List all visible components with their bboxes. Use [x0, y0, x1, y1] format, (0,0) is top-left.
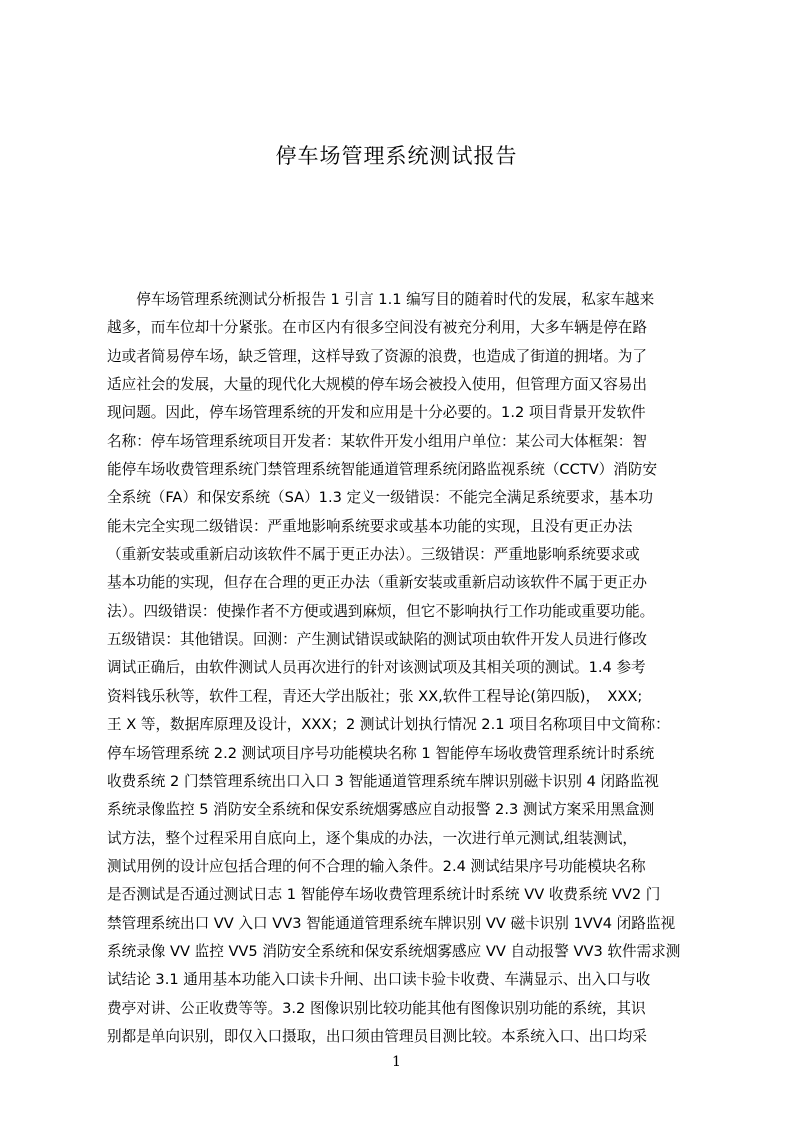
- text-line: 停车场管理系统 2.2 测试项目序号功能模块名称 1 智能停车场收费管理系统计时系统: [107, 744, 655, 762]
- text-line: 王 X 等，数据库原理及设计，XXX；2 测试计划执行情况 2.1 项目名称项目中文简称：: [107, 716, 670, 734]
- body-text: [107, 286, 700, 1051]
- text-line: 法）。四级错误：使操作者不方便或遇到麻烦，但它不影响执行工作功能或重要功能。: [107, 602, 655, 620]
- text-line: 停车场管理系统测试分析报告 1 引言 1.1 编写目的随着时代的发展，私家车越来: [107, 291, 655, 308]
- text-line: 适应社会的发展，大量的现代化大规模的停车场会被投入使用，但管理方面又容易出: [107, 376, 647, 394]
- text-line: 边或者简易停车场，缺乏管理，这样导致了资源的浪费，也造成了街道的拥堵。为了: [107, 347, 647, 365]
- text-line: 别都是单向识别，即仅入口摄取，出口须由管理员目测比较。本系统入口、出口均采: [107, 1027, 647, 1045]
- text-line: 系统录像 VV 监控 VV5 消防安全系统和保安系统烟雾感应 VV 自动报警 VV3 软件需求测: [107, 942, 681, 960]
- text-line: 是否测试是否通过测试日志 1 智能停车场收费管理系统计时系统 VV 收费系统 VV2 门: [107, 886, 661, 904]
- text-line: 能未完全实现二级错误：严重地影响系统要求或基本功能的实现，且没有更正办法: [107, 517, 633, 535]
- text-line: 费亭对讲、公正收费等等。3.2 图像识别比较功能其他有图像识别功能的系统，其识: [107, 999, 646, 1017]
- text-line: 能停车场收费管理系统门禁管理系统智能通道管理系统闭路监视系统（CCTV）消防安: [107, 461, 658, 479]
- text-line: 资料钱乐秋等，软件工程，青还大学出版社；张 XX,软件工程导论(第四版)， XXX;: [107, 687, 643, 705]
- text-line: 名称：停车场管理系统项目开发者：某软件开发小组用户单位：某公司大体框架：智: [107, 432, 647, 450]
- text-line: 测试用例的设计应包括合理的何不合理的输入条件。2.4 测试结果序号功能模块名称: [107, 857, 646, 875]
- text-line: 收费系统 2 门禁管理系统出口入口 3 智能通道管理系统车牌识别磁卡识别 4 闭路监视: [107, 772, 659, 790]
- text-line: （重新安装或重新启动该软件不属于更正办法）。三级错误：严重地影响系统要求或: [107, 546, 640, 564]
- text-line: 越多，而车位却十分紧张。在市区内有很多空间没有被充分利用，大多车辆是停在路: [107, 319, 647, 337]
- text-line: 基本功能的实现，但存在合理的更正办法（重新安装或重新启动该软件不属于更正办: [107, 574, 647, 592]
- document-title: 停车场管理系统测试报告: [275, 144, 518, 168]
- text-line: 五级错误：其他错误。回测：产生测试错误或缺陷的测试项由软件开发人员进行修改: [107, 631, 647, 649]
- text-line: 全系统（FA）和保安系统（SA）1.3 定义一级错误：不能完全满足系统要求，基本功: [107, 489, 653, 507]
- text-line: 现问题。因此，停车场管理系统的开发和应用是十分必要的。1.2 项目背景开发软件: [107, 404, 646, 422]
- text-line: 试方法，整个过程采用自底向上，逐个集成的办法，一次进行单元测试,组装测试，: [107, 829, 638, 847]
- page-number: 1: [392, 1054, 401, 1070]
- text-line: 系统录像监控 5 消防安全系统和保安系统烟雾感应自动报警 2.3 测试方案采用黑盒测: [107, 801, 655, 819]
- text-line: 试结论 3.1 通用基本功能入口读卡升闸、出口读卡验卡收费、车满显示、出入口与收: [107, 971, 651, 989]
- text-line: 调试正确后，由软件测试人员再次进行的针对该测试项及其相关项的测试。1.4 参考: [107, 659, 646, 677]
- text-line: 禁管理系统出口 VV 入口 VV3 智能通道管理系统车牌识别 VV 磁卡识别 1VV4 闭路监视: [107, 914, 676, 932]
